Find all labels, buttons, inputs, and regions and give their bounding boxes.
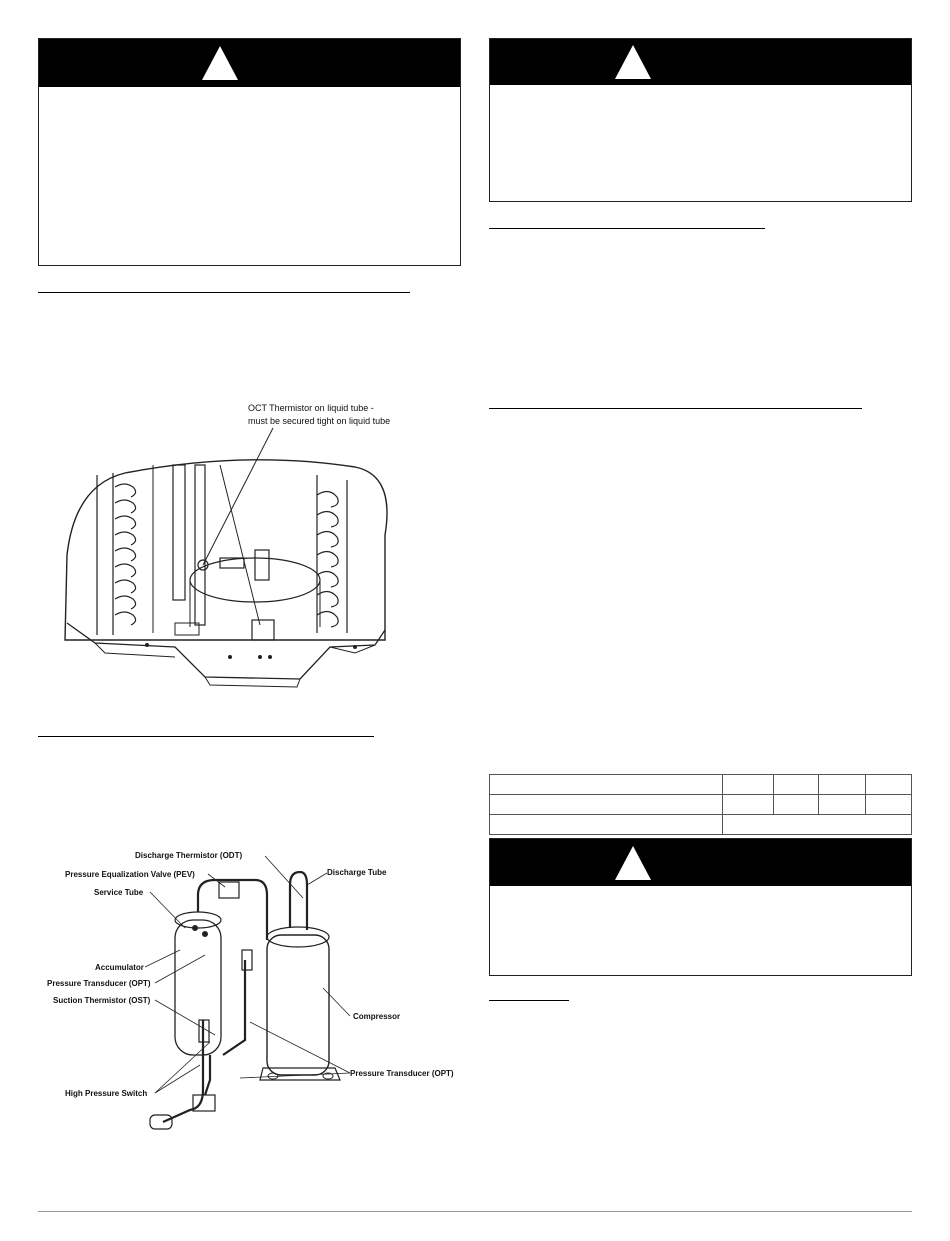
- data-table: [489, 774, 912, 835]
- table-row: [490, 775, 912, 795]
- label-discharge-tube: Discharge Tube: [327, 868, 387, 877]
- warning-header-bar: [490, 39, 911, 85]
- label-discharge-thermistor: Discharge Thermistor (ODT): [135, 851, 243, 860]
- footer-rule: [38, 1211, 912, 1212]
- section-heading-rule: [489, 1000, 569, 1001]
- label-high-pressure-switch: High Pressure Switch: [65, 1089, 148, 1098]
- warning-header-bar: [490, 839, 911, 886]
- warning-triangle-icon: [202, 46, 238, 80]
- label-suction-thermistor: Suction Thermistor (OST): [53, 996, 151, 1005]
- warning-box-right-bottom: [489, 838, 912, 976]
- section-heading-rule: [38, 292, 410, 293]
- table-row: [490, 795, 912, 815]
- warning-box-right-top: [489, 38, 912, 202]
- figure-callout-line2: must be secured tight on liquid tube: [248, 416, 391, 426]
- label-pressure-transducer-left: Pressure Transducer (OPT): [47, 979, 151, 988]
- warning-triangle-icon: [615, 45, 651, 79]
- label-accumulator: Accumulator: [95, 963, 144, 972]
- label-pressure-transducer-right: Pressure Transducer (OPT): [350, 1069, 454, 1078]
- section-heading-rule: [489, 228, 765, 229]
- label-compressor: Compressor: [353, 1012, 401, 1021]
- figure-compressor-assembly: [45, 840, 465, 1140]
- warning-header-bar: [39, 39, 460, 87]
- warning-box-left: [38, 38, 461, 266]
- table-row: [490, 815, 912, 835]
- section-heading-rule: [38, 736, 374, 737]
- label-service-tube: Service Tube: [94, 888, 144, 897]
- section-heading-rule: [489, 408, 862, 409]
- warning-triangle-icon: [615, 846, 651, 880]
- figure-callout-line1: OCT Thermistor on liquid tube -: [248, 403, 374, 413]
- figure-oct-thermistor: [55, 395, 445, 695]
- label-pev: Pressure Equalization Valve (PEV): [65, 870, 195, 879]
